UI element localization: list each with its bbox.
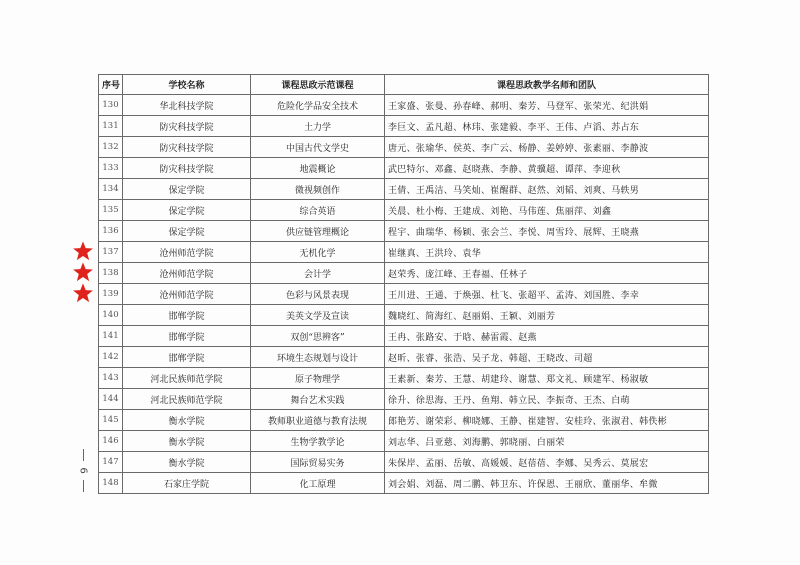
table-row [99, 389, 709, 410]
page-number-value: 6 [77, 466, 89, 474]
cell-course: 微视频创作 [251, 179, 385, 200]
cell-no: 138 [99, 263, 123, 284]
cell-no: 137 [99, 242, 123, 263]
cell-school: 保定学院 [123, 200, 251, 221]
cell-team: 王川进、王通、于焕强、杜飞、张超平、孟涛、刘国胜、李幸 [385, 284, 709, 305]
cell-team: 郎艳芳、谢荣彩、柳晓娜、王静、崔建智、安桂玲、张淑君、韩佚彬 [385, 410, 709, 431]
cell-school: 沧州师范学院 [123, 284, 251, 305]
cell-team: 刘会娟、刘磊、周二鹏、韩卫东、许保恩、王丽欣、董丽华、牟微 [385, 473, 709, 494]
cell-team: 赵荣秀、庞江峰、王春福、任林子 [385, 263, 709, 284]
cell-no: 132 [99, 137, 123, 158]
star-icon [72, 261, 94, 283]
table-row [99, 410, 709, 431]
cell-school: 沧州师范学院 [123, 242, 251, 263]
cell-course: 色彩与风景表现 [251, 284, 385, 305]
cell-team: 徐升、徐思海、王丹、鱼翔、韩立民、李振奇、王杰、白萌 [385, 389, 709, 410]
cell-school: 石家庄学院 [123, 473, 251, 494]
table-row [99, 137, 709, 158]
cell-school: 保定学院 [123, 179, 251, 200]
table-row [99, 431, 709, 452]
cell-course: 教师职业道德与教育法规 [251, 410, 385, 431]
cell-no: 147 [99, 452, 123, 473]
cell-team: 王倩、王禹洁、马笑灿、崔醒群、赵然、刘韬、刘爽、马轶男 [385, 179, 709, 200]
table-row [99, 452, 709, 473]
page-number-dash-bottom [83, 480, 84, 492]
cell-course: 美英文学及宣读 [251, 305, 385, 326]
cell-team: 程宇、曲瑞华、杨颖、张会兰、李悦、周雪玲、展辉、王晓燕 [385, 221, 709, 242]
table-row [99, 473, 709, 494]
cell-no: 148 [99, 473, 123, 494]
cell-school: 衡水学院 [123, 431, 251, 452]
cell-school: 邯郸学院 [123, 326, 251, 347]
cell-course: 舞台艺术实践 [251, 389, 385, 410]
table-row [99, 158, 709, 179]
cell-team: 刘志华、吕亚慈、刘海鹏、郭晓丽、白丽荣 [385, 431, 709, 452]
cell-course: 原子物理学 [251, 368, 385, 389]
table-header-row [99, 75, 709, 95]
star-shape [73, 241, 93, 260]
table-row [99, 368, 709, 389]
cell-school: 邯郸学院 [123, 347, 251, 368]
cell-course: 会计学 [251, 263, 385, 284]
cell-team: 唐元、张瑜华、侯英、李广云、杨静、姜婷婷、张素丽、李静波 [385, 137, 709, 158]
table-row [99, 347, 709, 368]
table-row [99, 95, 709, 116]
cell-no: 142 [99, 347, 123, 368]
cell-course: 中国古代文学史 [251, 137, 385, 158]
cell-team: 王冉、张路安、于晗、赫雷霞、赵燕 [385, 326, 709, 347]
course-table [98, 74, 709, 494]
table-row [99, 242, 709, 263]
cell-no: 136 [99, 221, 123, 242]
cell-course: 地震概论 [251, 158, 385, 179]
cell-school: 保定学院 [123, 221, 251, 242]
cell-course: 综合英语 [251, 200, 385, 221]
table-row [99, 305, 709, 326]
cell-no: 133 [99, 158, 123, 179]
cell-team: 朱保岸、孟丽、岳敏、高媛媛、赵蓓蓓、李娜、吴秀云、莫展宏 [385, 452, 709, 473]
cell-team: 赵昕、张睿、张浩、吴子龙、韩超、王晓改、司超 [385, 347, 709, 368]
header-school: 学校名称 [123, 75, 251, 95]
cell-no: 139 [99, 284, 123, 305]
cell-team: 关晨、杜小梅、王建成、刘艳、马伟莲、焦丽萍、刘鑫 [385, 200, 709, 221]
cell-course: 危险化学品安全技术 [251, 95, 385, 116]
cell-course: 双创“思辨客” [251, 326, 385, 347]
cell-team: 王素新、秦芳、王慧、胡建玲、谢慧、郑文礼、顾建军、杨淑敏 [385, 368, 709, 389]
cell-school: 衡水学院 [123, 452, 251, 473]
table-row [99, 326, 709, 347]
cell-school: 沧州师范学院 [123, 263, 251, 284]
cell-course: 供应链管理概论 [251, 221, 385, 242]
cell-school: 衡水学院 [123, 410, 251, 431]
page-number [76, 440, 90, 500]
header-no: 序号 [99, 75, 123, 95]
cell-course: 生物学教学论 [251, 431, 385, 452]
cell-course: 无机化学 [251, 242, 385, 263]
cell-team: 王家盛、张曼、孙春峰、郝明、秦芳、马登军、张荣光、纪洪娟 [385, 95, 709, 116]
cell-no: 144 [99, 389, 123, 410]
cell-no: 135 [99, 200, 123, 221]
star-icon [72, 240, 94, 262]
cell-team: 李巨文、孟凡超、林玮、张建毅、李平、王伟、卢滔、苏占东 [385, 116, 709, 137]
cell-course: 土力学 [251, 116, 385, 137]
header-team: 课程思政教学名师和团队 [385, 75, 709, 95]
cell-no: 134 [99, 179, 123, 200]
cell-school: 河北民族师范学院 [123, 368, 251, 389]
cell-school: 邯郸学院 [123, 305, 251, 326]
cell-school: 防灾科技学院 [123, 116, 251, 137]
star-shape [73, 262, 93, 281]
table-row [99, 116, 709, 137]
cell-school: 防灾科技学院 [123, 158, 251, 179]
header-course: 课程思政示范课程 [251, 75, 385, 95]
star-shape [73, 283, 93, 302]
table-row [99, 263, 709, 284]
table-body [99, 95, 709, 494]
cell-no: 141 [99, 326, 123, 347]
table-row [99, 200, 709, 221]
star-icon [72, 282, 94, 304]
cell-course: 化工原理 [251, 473, 385, 494]
cell-no: 146 [99, 431, 123, 452]
cell-no: 145 [99, 410, 123, 431]
cell-no: 140 [99, 305, 123, 326]
table-row [99, 284, 709, 305]
page-number-dash-top [83, 449, 84, 461]
table-row [99, 179, 709, 200]
cell-school: 华北科技学院 [123, 95, 251, 116]
cell-school: 防灾科技学院 [123, 137, 251, 158]
cell-no: 131 [99, 116, 123, 137]
cell-team: 崔继真、王洪玲、袁华 [385, 242, 709, 263]
cell-team: 武巴特尔、邓鑫、赵晓燕、李静、黄骥超、谭萍、李迎秋 [385, 158, 709, 179]
cell-course: 环境生态规划与设计 [251, 347, 385, 368]
table-row [99, 221, 709, 242]
cell-school: 河北民族师范学院 [123, 389, 251, 410]
cell-no: 130 [99, 95, 123, 116]
cell-team: 魏晓红、简海红、赵丽娟、王颖、刘丽芳 [385, 305, 709, 326]
cell-no: 143 [99, 368, 123, 389]
cell-course: 国际贸易实务 [251, 452, 385, 473]
